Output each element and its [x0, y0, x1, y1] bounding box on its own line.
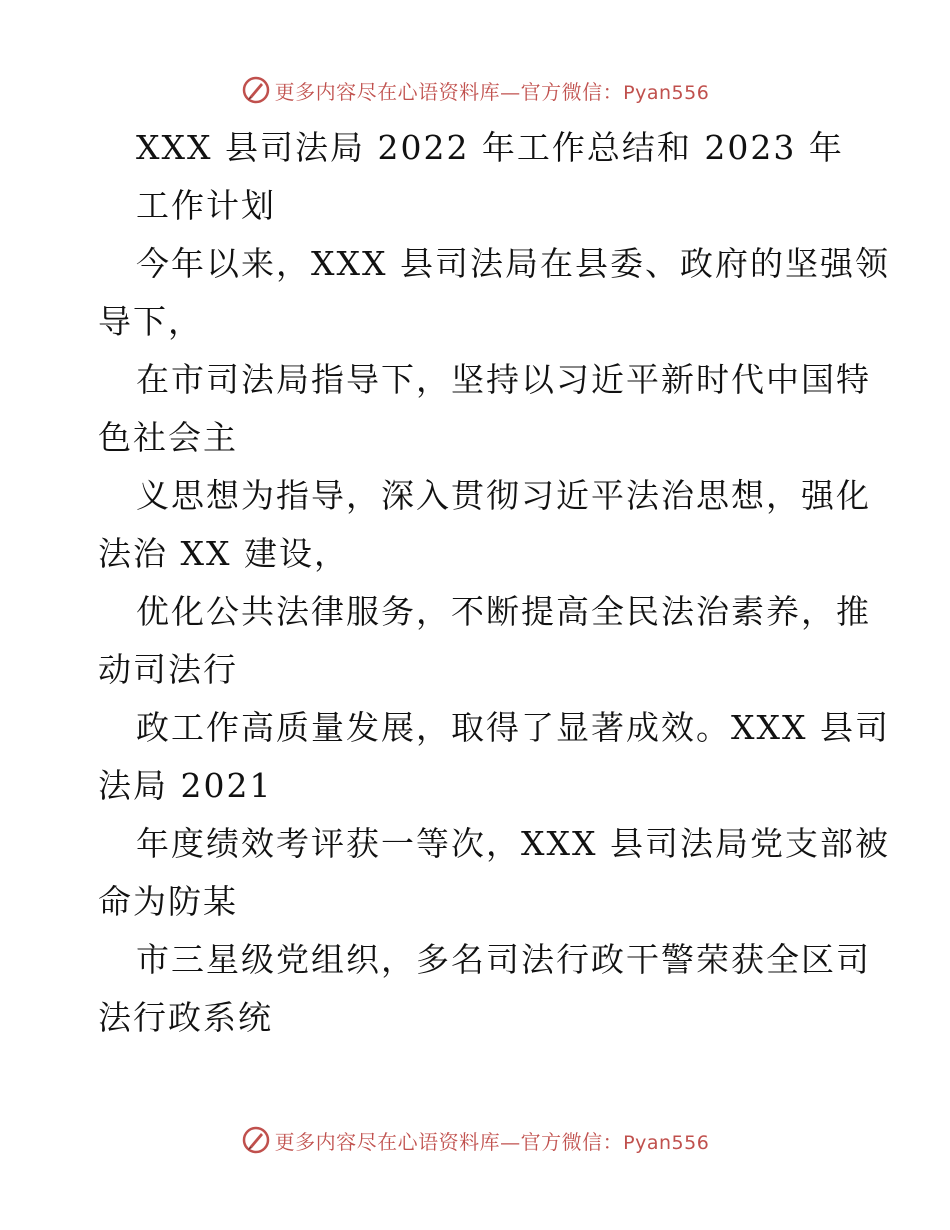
logo-icon — [241, 75, 271, 105]
paragraph-line: 法治 XX 建设， — [98, 534, 349, 573]
paragraph-line: 法行政系统 — [98, 998, 273, 1037]
paragraph-line: 义思想为指导，深入贯彻习近平法治思想，强化 — [136, 476, 871, 515]
header-banner — [0, 70, 950, 110]
paragraph-line: 导下， — [98, 302, 203, 341]
paragraph-line: 动司法行 — [98, 650, 238, 689]
banner-text: 更多内容尽在心语资料库—官方微信：Pyan556 — [274, 79, 710, 104]
paragraph-line: 年度绩效考评获一等次，XXX 县司法局党支部被 — [136, 824, 890, 863]
title-line-2: 工作计划 — [136, 186, 276, 225]
paragraph-line: 法局 2021 — [98, 766, 273, 805]
paragraph-line: 政工作高质量发展，取得了显著成效。XXX 县司 — [136, 708, 890, 747]
title-line-1: XXX 县司法局 2022 年工作总结和 2023 年 — [136, 128, 844, 167]
paragraph-line: 优化公共法律服务，不断提高全民法治素养，推 — [136, 592, 871, 631]
paragraph-line: 色社会主 — [98, 418, 238, 457]
logo-icon — [241, 1125, 271, 1155]
banner-text: 更多内容尽在心语资料库—官方微信：Pyan556 — [274, 1129, 710, 1154]
paragraph-line: 命为防某 — [98, 882, 238, 921]
footer-banner — [0, 1120, 950, 1160]
paragraph-line: 市三星级党组织，多名司法行政干警荣获全区司 — [136, 940, 871, 979]
paragraph-line: 在市司法局指导下，坚持以习近平新时代中国特 — [136, 360, 871, 399]
paragraph-line: 今年以来，XXX 县司法局在县委、政府的坚强领 — [136, 244, 890, 283]
